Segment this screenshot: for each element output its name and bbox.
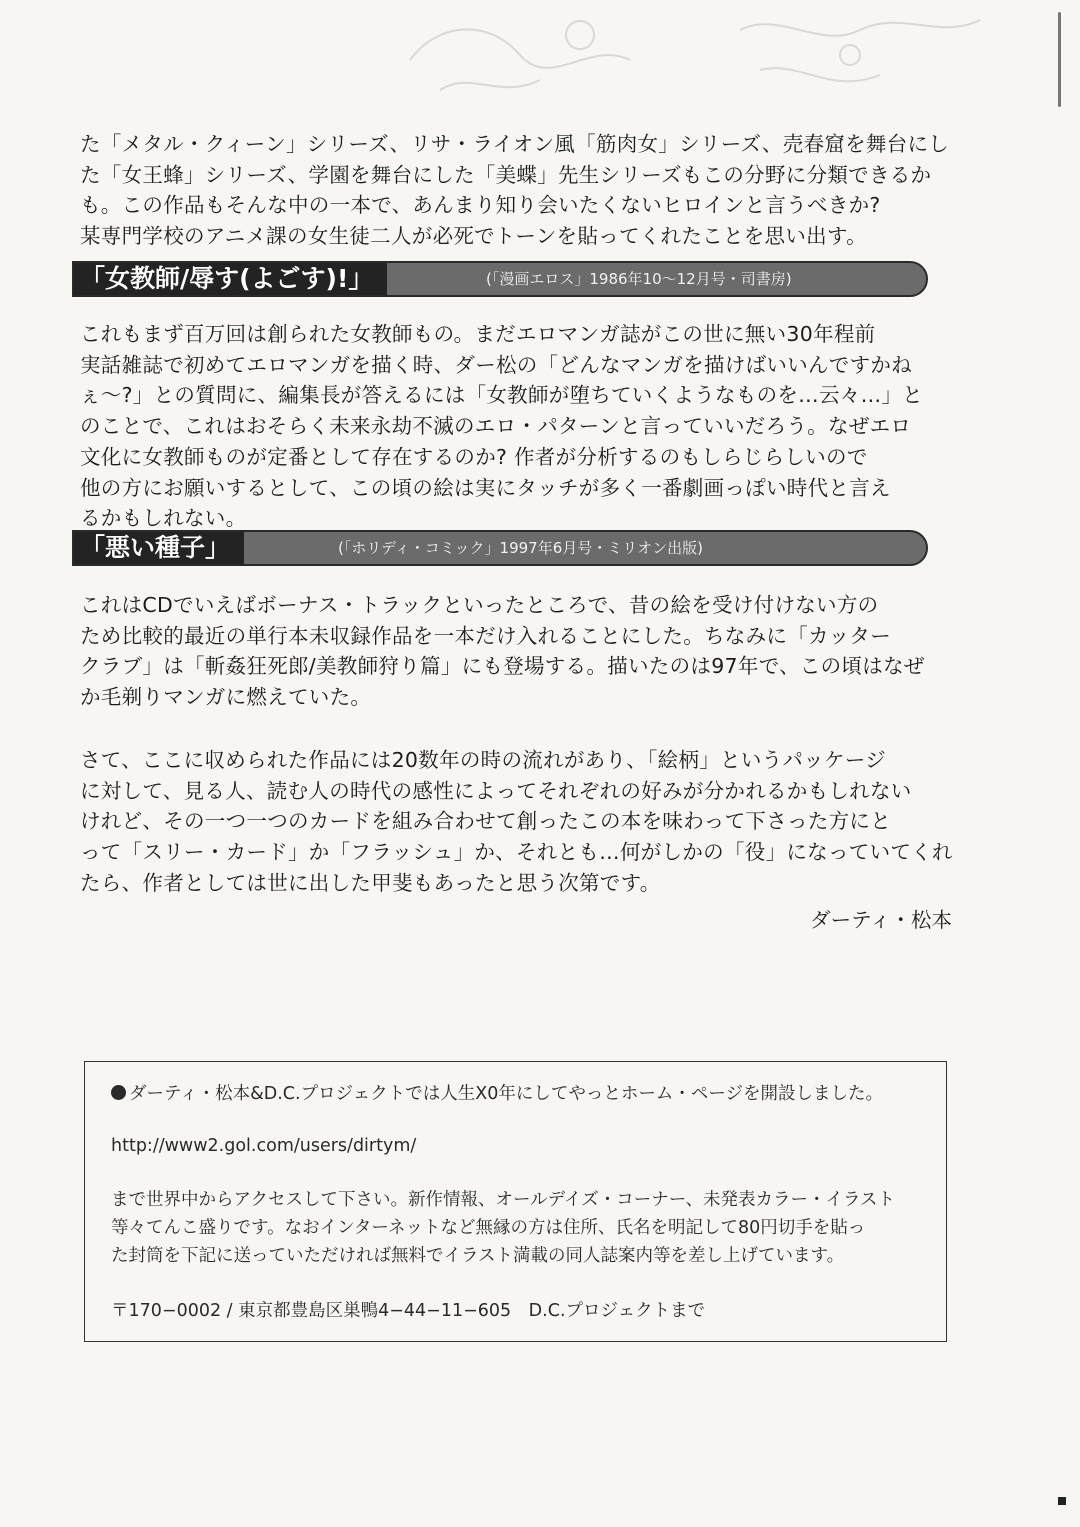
section-line: これはCDでいえばボーナス・トラックといったところで、昔の絵を受け付けない方の — [80, 593, 879, 617]
closing-line: に対して、見る人、読む人の時代の感性によってそれぞれの好みが分かれるかもしれない — [80, 778, 912, 803]
bullet-icon — [111, 1085, 126, 1100]
announcement-text: ダーティ・松本&D.C.プロジェクトでは人生X0年にしてやっとホーム・ページを開設しました。 — [129, 1084, 883, 1104]
section-title: 「悪い種子」 — [74, 532, 244, 564]
section-header-onna-kyoushi — [72, 261, 928, 297]
closing-paragraph — [80, 745, 960, 899]
closing-line: さて、ここに収められた作品には20数年の時の流れがあり、「絵柄」というパッケージ — [80, 748, 887, 772]
section-source: (「漫画エロス」1986年10〜12月号・司書房) — [486, 270, 792, 288]
section-line: 実話雑誌で初めてエロマンガを描く時、ダー松の「どんなマンガを描けばいいんですかね — [80, 352, 912, 377]
section-header-warui-shushi — [72, 530, 928, 566]
section-line: るかもしれない。 — [80, 506, 247, 531]
intro-line: た「メタル・クィーン」シリーズ、リサ・ライオン風「筋肉女」シリーズ、売春窟を舞台にし — [80, 132, 950, 156]
section-line: ぇ〜?」との質問に、編集長が答えるには「女教師が堕ちていくようなものを…云々…」と — [80, 383, 923, 408]
section-line: か毛剃りマンガに燃えていた。 — [80, 685, 372, 710]
author-signature: ダーティ・松本 — [810, 908, 952, 932]
homepage-description — [111, 1186, 895, 1270]
description-line: まで世界中からアクセスして下さい。新作情報、オールデイズ・コーナー、未発表カラー・イラスト — [111, 1190, 895, 1210]
closing-line: って「スリー・カード」か「フラッシュ」か、それとも…何がしかの「役」になっていてくれ — [80, 840, 953, 865]
section-line: 文化に女教師ものが定番として存在するのか? 作者が分析するのもしらじらしいので — [80, 444, 868, 469]
section-line: これもまず百万回は創られた女教師もの。まだエロマンガ誌がこの世に無い30年程前 — [80, 322, 876, 346]
section-line: クラブ」は「斬姦狂死郎/美教師狩り篇」にも登場する。描いたのは97年で、この頃はなぜ — [80, 654, 925, 679]
homepage-info-box — [84, 1061, 947, 1342]
section-body-warui-shushi — [80, 590, 960, 713]
scan-corner-mark — [1058, 1497, 1066, 1505]
background-illustration — [380, 0, 1000, 130]
section-line: のことで、これはおそらく未来永劫不滅のエロ・パターンと言っていいだろう。なぜエロ — [80, 414, 912, 439]
mailing-address: 〒170−0002 / 東京都豊島区巣鴨4−44−11−605 D.C.プロジェクトまで — [111, 1301, 706, 1321]
intro-line: た「女王蜂」シリーズ、学園を舞台にした「美蝶」先生シリーズもこの分野に分類できるか — [80, 162, 932, 187]
closing-line: けれど、その一つ一つのカードを組み合わせて創ったこの本を味わって下さった方にと — [80, 809, 891, 834]
intro-paragraph — [80, 129, 960, 252]
description-line: 等々てんこ盛りです。なおインターネットなど無縁の方は住所、氏名を明記して80円切手を貼っ — [111, 1218, 866, 1238]
scan-edge-mark — [1058, 12, 1061, 107]
section-title: 「女教師/辱す(よごす)!」 — [74, 263, 387, 295]
closing-line: たら、作者としては世に出した甲斐もあったと思う次第です。 — [80, 870, 661, 895]
homepage-announcement — [111, 1080, 883, 1105]
section-line: ため比較的最近の単行本未収録作品を一本だけ入れることにした。ちなみに「カッター — [80, 623, 891, 648]
homepage-url[interactable]: http://www2.gol.com/users/dirtym/ — [111, 1136, 417, 1156]
section-body-onna-kyoushi — [80, 319, 960, 534]
intro-line: 某専門学校のアニメ課の女生徒二人が必死でトーンを貼ってくれたことを思い出す。 — [80, 224, 867, 249]
section-line: 他の方にお願いするとして、この頃の絵は実にタッチが多く一番劇画っぽい時代と言え — [80, 475, 891, 500]
intro-line: も。この作品もそんな中の一本で、あんまり知り会いたくないヒロインと言うべきか? — [80, 193, 881, 218]
section-source: (「ホリディ・コミック」1997年6月号・ミリオン出版) — [338, 539, 703, 557]
description-line: た封筒を下記に送っていただければ無料でイラスト満載の同人誌案内等を差し上げています。 — [111, 1246, 845, 1266]
